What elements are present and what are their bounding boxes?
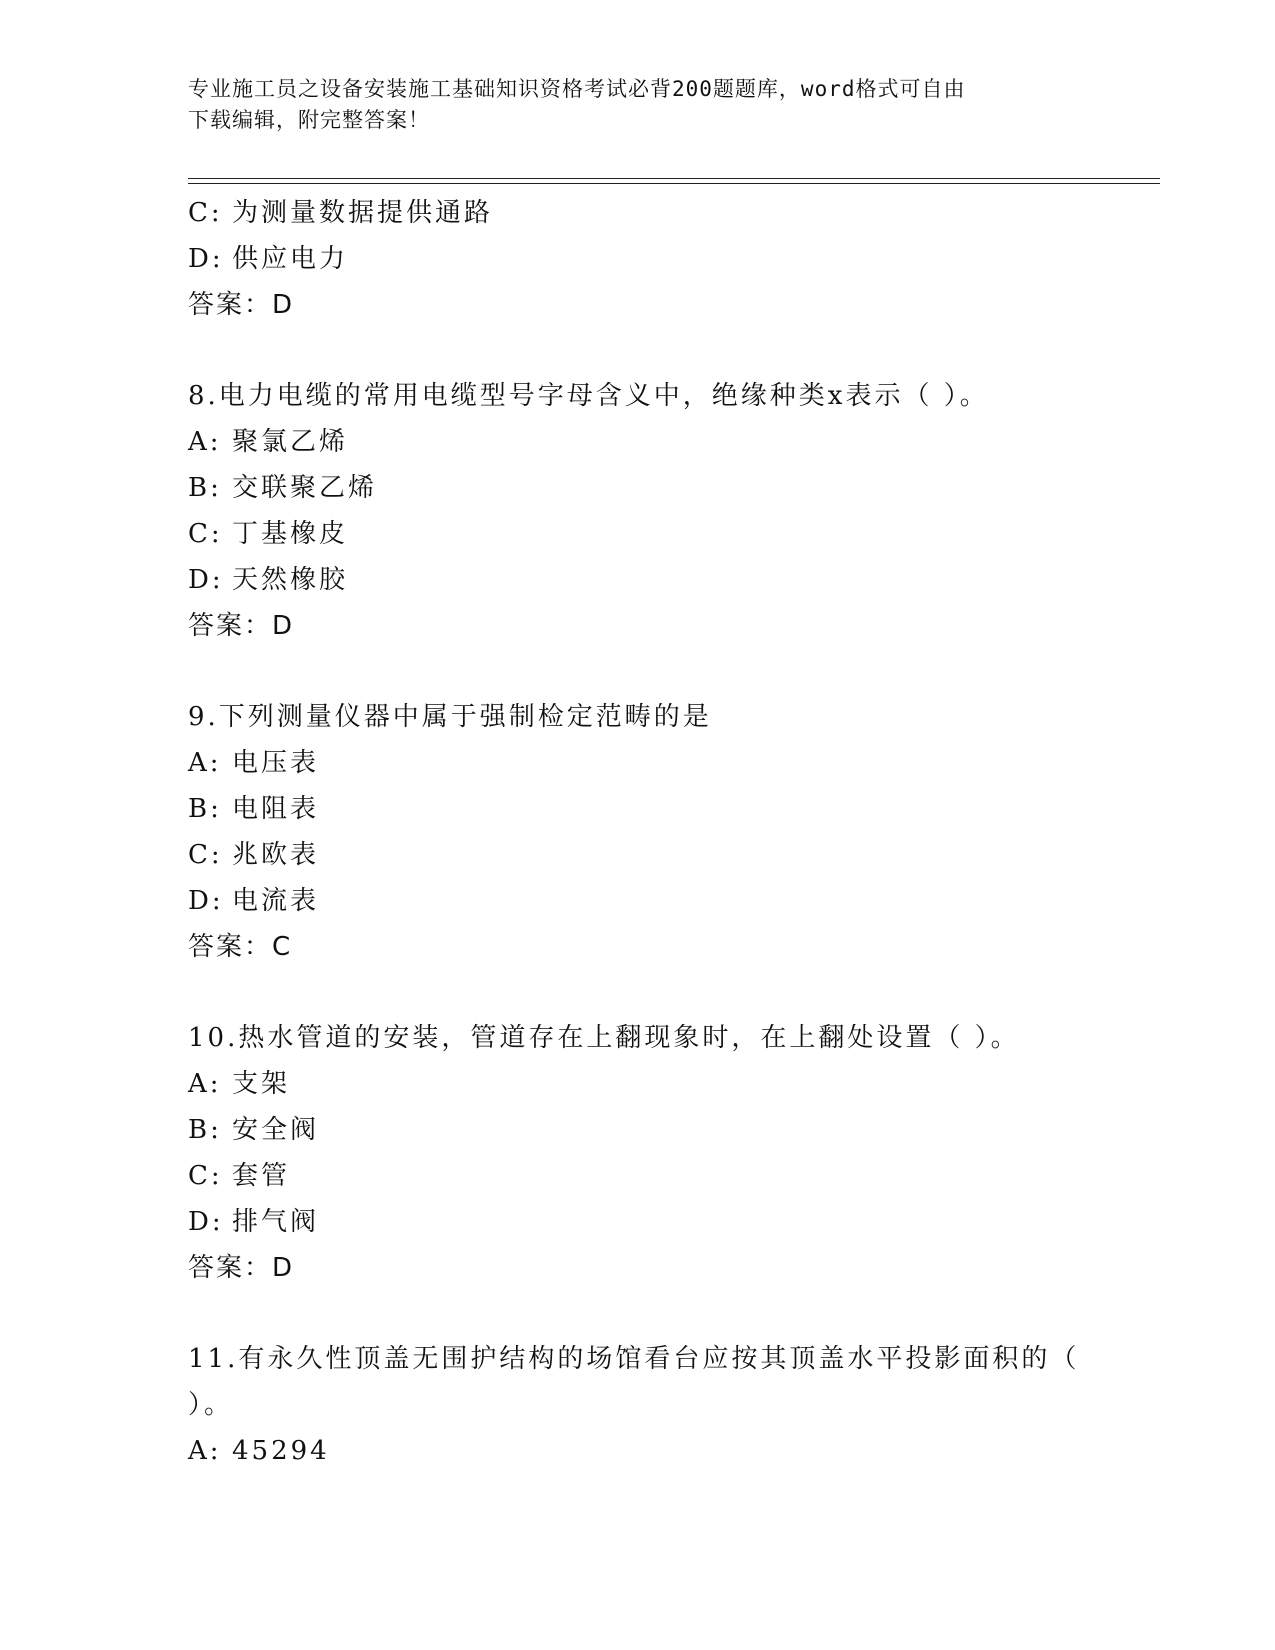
option-row	[188, 419, 1148, 465]
option-text: 供应电力	[232, 244, 349, 274]
option-row	[188, 1428, 1148, 1474]
answer-text: 答案：D	[188, 1253, 295, 1283]
option-letter: D:	[188, 244, 224, 274]
option-letter: A:	[188, 1436, 222, 1466]
question-block	[188, 1291, 1148, 1474]
answer-text: 答案：C	[188, 932, 293, 962]
option-letter: D:	[188, 886, 224, 916]
option-row	[188, 465, 1148, 511]
option-letter: C:	[188, 519, 223, 549]
question-list	[188, 190, 1148, 1474]
option-letter: B:	[188, 1115, 222, 1145]
question-block	[188, 970, 1148, 1291]
header-title-line-1: 专业施工员之设备安装施工基础知识资格考试必背200题题库，word格式可自由	[188, 77, 966, 101]
option-letter: B:	[188, 473, 222, 503]
option-row	[188, 740, 1148, 786]
option-row	[188, 1061, 1148, 1107]
option-text: 交联聚乙烯	[232, 473, 378, 503]
option-text: 天然橡胶	[232, 565, 349, 595]
option-row	[188, 1107, 1148, 1153]
option-letter: D:	[188, 1207, 224, 1237]
option-text: 排气阀	[232, 1207, 320, 1237]
block-spacer	[188, 1291, 1148, 1336]
option-letter: C:	[188, 840, 223, 870]
question-block	[188, 328, 1148, 649]
question-text-continued: ）。	[188, 1390, 234, 1420]
option-row	[188, 878, 1148, 924]
option-text: 电流表	[232, 886, 320, 916]
option-row	[188, 557, 1148, 603]
question-block	[188, 649, 1148, 970]
option-text: 电压表	[232, 748, 320, 778]
option-letter: C:	[188, 1161, 223, 1191]
header-rule-bottom	[188, 183, 1160, 184]
option-row	[188, 190, 1148, 236]
block-spacer	[188, 328, 1148, 373]
header-title-line-2: 下载编辑，附完整答案！	[188, 108, 430, 132]
option-letter: A:	[188, 1069, 222, 1099]
option-row	[188, 511, 1148, 557]
option-text: 兆欧表	[232, 840, 320, 870]
answer-text: 答案：D	[188, 290, 295, 320]
block-spacer	[188, 649, 1148, 694]
question-block	[188, 190, 1148, 328]
document-header	[188, 74, 1088, 136]
option-text: 丁基橡皮	[232, 519, 349, 549]
header-rule-top	[188, 178, 1160, 179]
option-text: 聚氯乙烯	[232, 427, 349, 457]
option-text: 支架	[232, 1069, 291, 1099]
option-row	[188, 832, 1148, 878]
option-letter: C:	[188, 198, 223, 228]
option-text: 套管	[232, 1161, 291, 1191]
question-text: 9.下列测量仪器中属于强制检定范畴的是	[188, 702, 712, 732]
option-text: 45294	[232, 1436, 330, 1466]
question-text: 10.热水管道的安装，管道存在上翻现象时，在上翻处设置（ ）。	[188, 1023, 1020, 1053]
block-spacer	[188, 970, 1148, 1015]
option-letter: D:	[188, 565, 224, 595]
answer-text: 答案：D	[188, 611, 295, 641]
option-row	[188, 786, 1148, 832]
option-letter: A:	[188, 427, 222, 457]
option-letter: B:	[188, 794, 222, 824]
option-letter: A:	[188, 748, 222, 778]
option-text: 安全阀	[232, 1115, 320, 1145]
option-row	[188, 1199, 1148, 1245]
option-text: 电阻表	[232, 794, 320, 824]
option-row	[188, 1153, 1148, 1199]
question-text: 11.有永久性顶盖无围护结构的场馆看台应按其顶盖水平投影面积的（	[188, 1344, 1080, 1374]
option-text: 为测量数据提供通路	[232, 198, 494, 228]
option-row	[188, 236, 1148, 282]
question-text: 8.电力电缆的常用电缆型号字母含义中，绝缘种类x表示（ ）。	[188, 381, 989, 411]
